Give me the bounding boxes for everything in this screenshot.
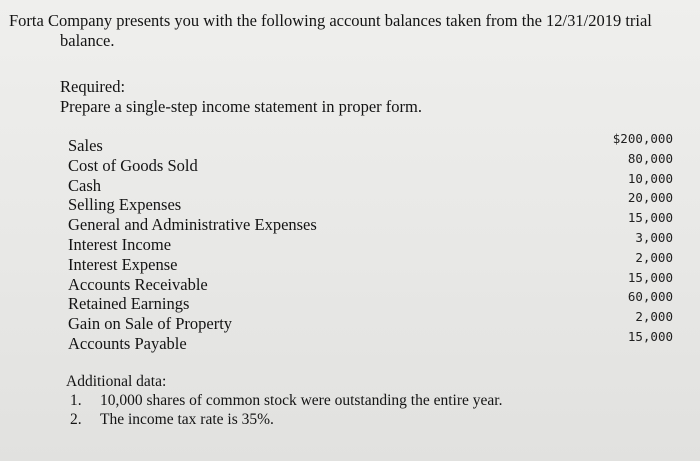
additional-items bbox=[66, 391, 502, 429]
account-name: Interest Expense bbox=[68, 254, 178, 274]
account-amount: 3,000 bbox=[635, 229, 673, 245]
account-name: Cost of Goods Sold bbox=[68, 155, 198, 175]
account-amount: 60,000 bbox=[627, 289, 673, 305]
intro-line-2: balance. bbox=[60, 31, 115, 50]
account-name: Accounts Receivable bbox=[68, 274, 208, 294]
intro-paragraph bbox=[9, 11, 699, 51]
account-name: Cash bbox=[68, 175, 101, 195]
additional-data-section bbox=[66, 372, 502, 429]
required-instruction: Prepare a single-step income statement in proper form. bbox=[60, 97, 422, 116]
account-amount: $200,000 bbox=[612, 131, 673, 146]
required-heading: Required: bbox=[60, 77, 126, 96]
account-amount: 10,000 bbox=[627, 170, 673, 186]
item-text: The income tax rate is 35%. bbox=[100, 411, 274, 428]
account-name: Sales bbox=[68, 136, 103, 155]
account-amount: 15,000 bbox=[627, 328, 673, 344]
item-number: 1. bbox=[70, 392, 82, 409]
account-name: Accounts Payable bbox=[68, 333, 187, 353]
item-text: 10,000 shares of common stock were outstanding the entire year. bbox=[100, 392, 503, 409]
additional-item bbox=[70, 391, 502, 410]
account-name: General and Administrative Expenses bbox=[68, 215, 317, 235]
account-amount: 15,000 bbox=[627, 269, 673, 285]
account-amount: 15,000 bbox=[627, 210, 673, 226]
required-section bbox=[60, 77, 422, 117]
account-amount: 2,000 bbox=[635, 249, 673, 265]
intro-line-1: Forta Company presents you with the following account balances taken from the 12/31/2019 trial bbox=[9, 11, 652, 30]
account-amounts-list bbox=[613, 129, 673, 347]
account-name: Interest Income bbox=[68, 234, 172, 254]
item-number: 2. bbox=[70, 411, 82, 428]
additional-item bbox=[70, 410, 502, 429]
account-name: Gain on Sale of Property bbox=[68, 314, 233, 334]
account-names-list bbox=[68, 136, 317, 354]
account-name: Retained Earnings bbox=[68, 294, 190, 314]
account-amount: 2,000 bbox=[635, 309, 673, 325]
account-amount: 20,000 bbox=[627, 190, 673, 206]
additional-heading: Additional data: bbox=[66, 373, 167, 390]
account-name: Selling Expenses bbox=[68, 195, 182, 215]
account-amount: 80,000 bbox=[627, 150, 673, 166]
